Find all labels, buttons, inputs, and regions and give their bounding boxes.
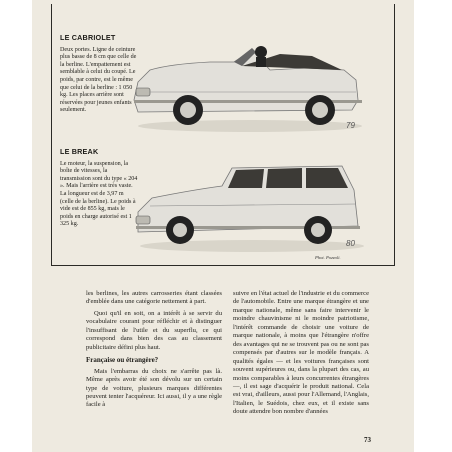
right-text-column xyxy=(233,290,369,420)
page-number: 73 xyxy=(364,436,371,444)
cabriolet-text: Deux portes. Ligne de ceinture plus basse de 8 cm que celle de la berline. L'empattement est semblable à celui du coupé. Le poids, par contre, est le même que celui de la berline : 1 050 kg. Les places arrière sont réservées pour jeunes enfants seulement. xyxy=(60,46,137,114)
left-text-column xyxy=(86,290,222,413)
break-heading: LE BREAK xyxy=(60,147,99,156)
paragraph: Mais l'embarras du choix ne s'arrête pas là. Même après avoir été son dévolu sur un certain type de voiture, plusieurs marques différentes peuvent tenter l'acquéreur. Ici aussi, il y a une règle facile à xyxy=(86,367,222,409)
cabriolet-heading: LE CABRIOLET xyxy=(60,33,116,42)
break-text: Le moteur, la suspension, la boîte de vitesses, la transmission sont du type « 204 ». Mais l'arrière est très vaste. La longueur est de 3,97 m (celle de la berline). Le poids à vide est de 855 kg, mais le poids en charge autorisé est 1 325 kg. xyxy=(60,160,138,228)
paragraph: suivre en l'état actuel de l'industrie et du commerce de l'automobile. Entre une marque étrangère et une marque nationale, même sans faire intervenir le moindre chauvinisme ni le moindre patriotisme, l'intérêt commande de choisir une voiture de marque nationale, à moins que l'étrangère n'offre des avantages qui ne se trouvent pas ou ne sont pas compensés par d'autres sur le modèle français. A qualités égales — et les voitures françaises sont souvent supérieures ou, dans la plupart des cas, au moins comparables à leurs concurrentes étrangères —, il est sage d'acquérir le produit national. Cela est vrai, d'ailleurs, aussi pour l'Allemand, l'Anglais, l'Italien, le Suédois, chez eux, et il existe sans doute attendre bon nombre d'années xyxy=(233,290,369,416)
break-photo xyxy=(132,156,372,256)
frame-rule-right xyxy=(394,4,395,266)
frame-rule-bottom xyxy=(51,265,395,266)
paragraph: les berlines, les autres carrosseries étant classées d'emblée dans une catégorie nettement à part. xyxy=(86,290,222,306)
photo-credit: Phot. Pozzoli. xyxy=(315,255,341,260)
cabriolet-photo xyxy=(130,30,370,135)
frame-rule-left xyxy=(51,4,52,265)
section-subheading: Française ou étrangère? xyxy=(86,356,159,365)
paragraph: Quoi qu'il en soit, on a intérêt à se servir du vocabulaire courant pour réfléchir et à distinguer l'insuffisant de l'utile et du superflu, ce qui correspond dans bien des cas au classement publicitaire défini plus haut. xyxy=(86,309,222,351)
cabriolet-caption xyxy=(60,34,138,115)
cabriolet-plate-number: 79 xyxy=(346,121,355,130)
break-caption xyxy=(60,148,138,229)
break-plate-number: 80 xyxy=(346,239,355,248)
